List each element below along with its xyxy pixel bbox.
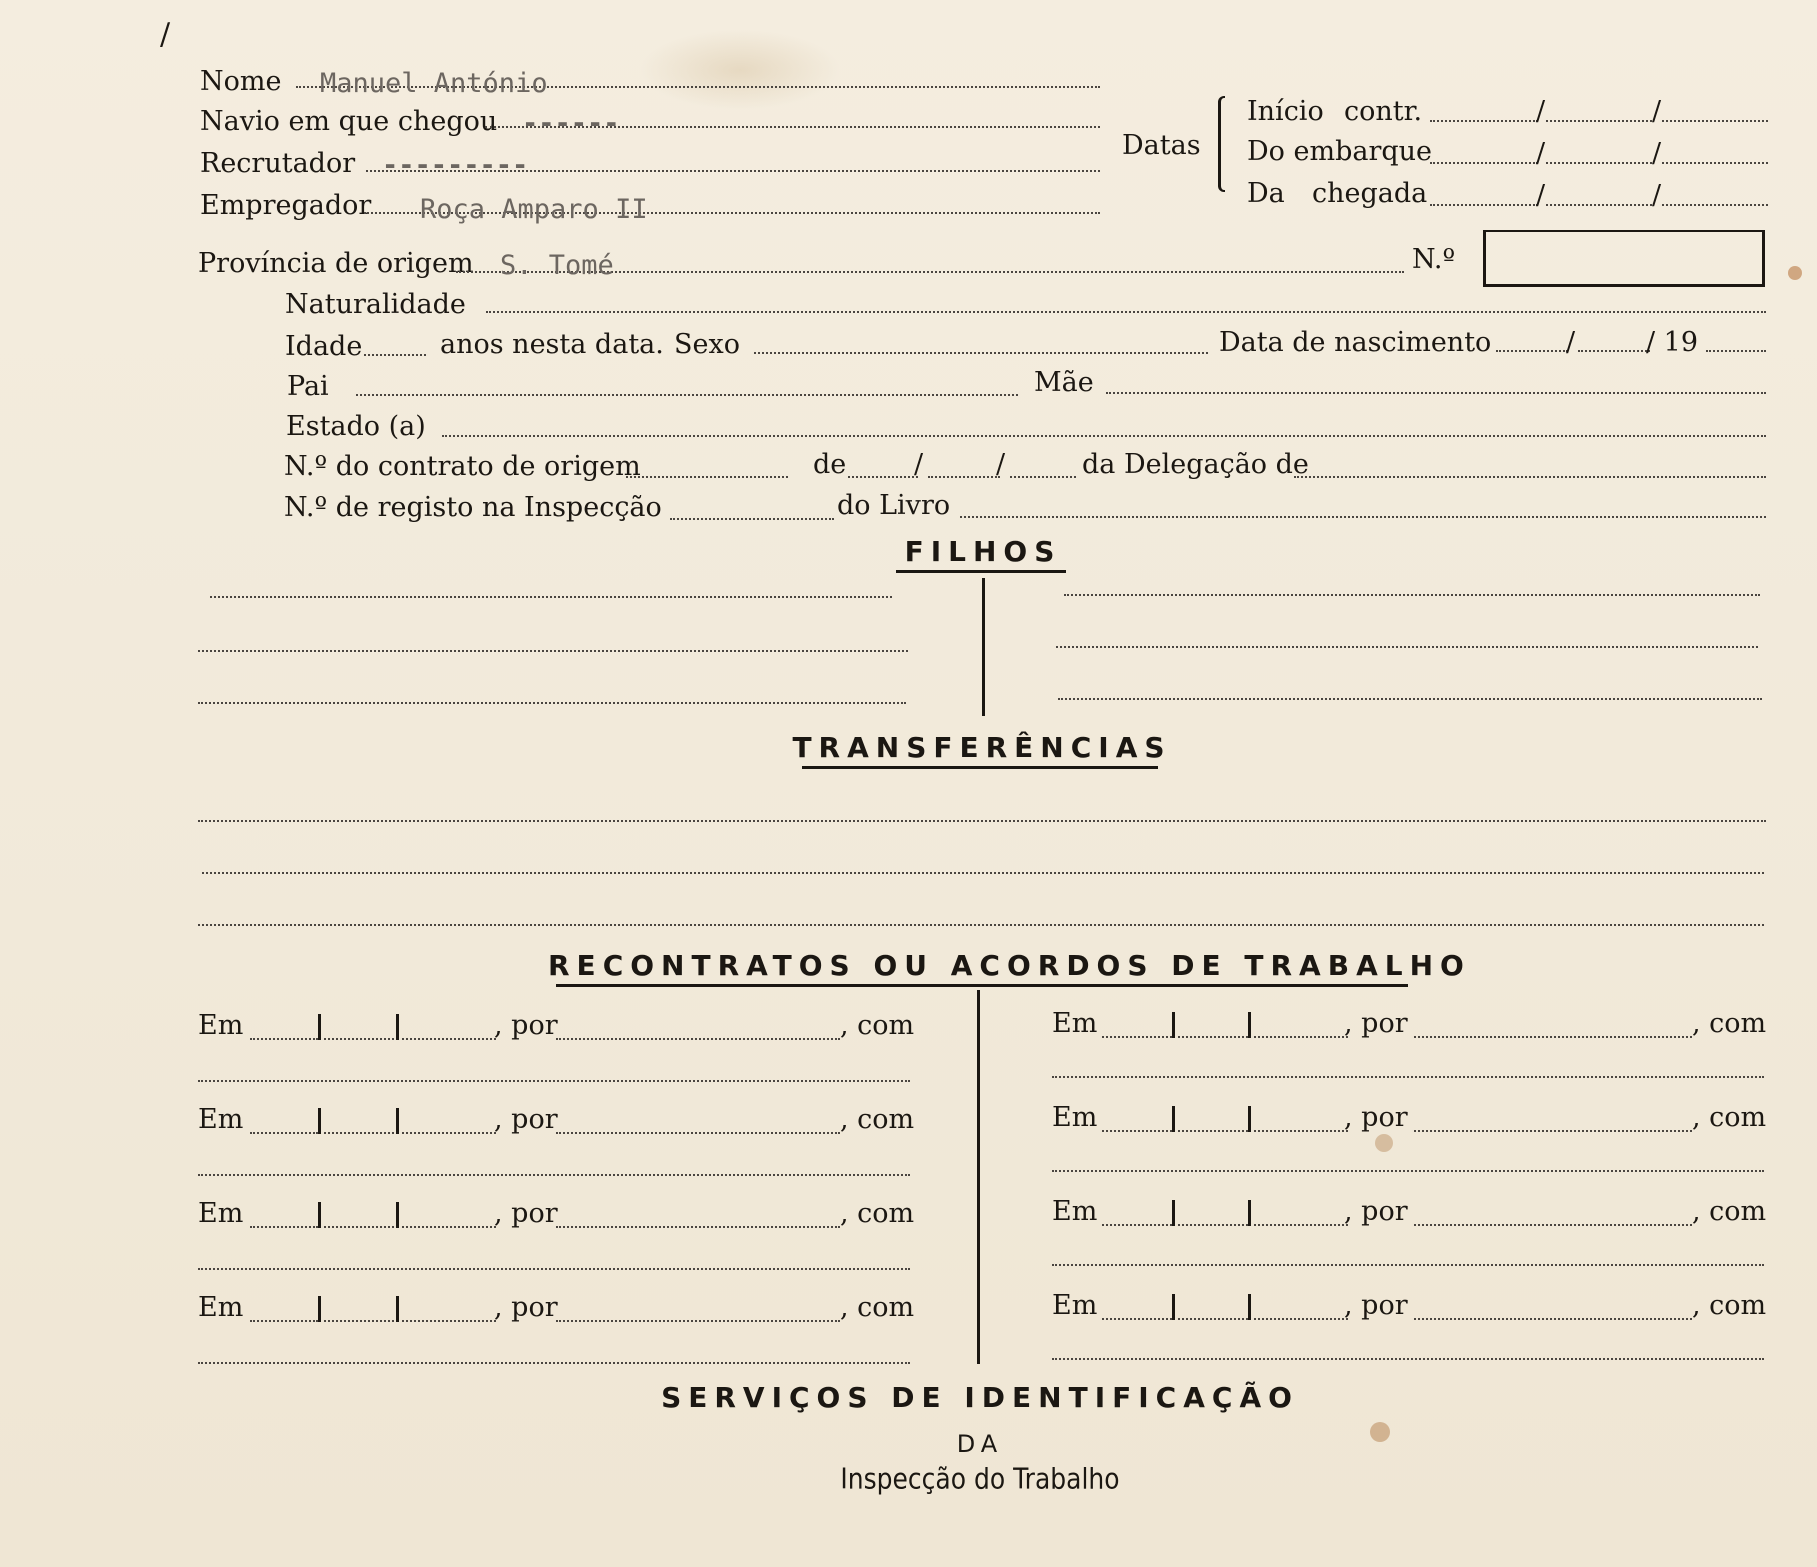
- em-day[interactable]: [250, 1226, 318, 1228]
- nome-label: Nome: [200, 66, 282, 97]
- em-label: Em: [1052, 1290, 1098, 1321]
- pai-line[interactable]: [356, 394, 1018, 396]
- em-month[interactable]: [324, 1038, 398, 1040]
- nascimento-year-prefix: / 19: [1646, 327, 1699, 358]
- date-separator: [1248, 1200, 1251, 1226]
- date-separator: [1172, 1106, 1175, 1132]
- contrato-month[interactable]: [928, 476, 1000, 478]
- transferencias-underline: [802, 766, 1158, 769]
- inicio-day[interactable]: [1430, 120, 1538, 122]
- nascimento-month[interactable]: [1578, 350, 1650, 352]
- com-label: , com: [840, 1104, 915, 1135]
- corner-mark: /: [160, 17, 171, 52]
- inicio-slash: /: [1652, 96, 1662, 127]
- date-separator: [1248, 1294, 1251, 1320]
- registo-label: N.º de registo na Inspecção: [284, 492, 662, 523]
- recontrato-row: [0, 1200, 960, 1270]
- mae-label: Mãe: [1034, 367, 1094, 398]
- contrato-year[interactable]: [1010, 476, 1076, 478]
- livro-label: do Livro: [837, 490, 951, 521]
- por-line[interactable]: [556, 1226, 840, 1228]
- footer-inspeccao: Inspecção do Trabalho: [840, 1461, 1120, 1496]
- datas-brace: [1218, 96, 1225, 192]
- estado-line[interactable]: [442, 435, 1766, 437]
- footer-da: DA: [956, 1430, 1004, 1458]
- numero-label: N.º: [1412, 244, 1456, 275]
- recrutador-label: Recrutador: [200, 148, 356, 179]
- em-year[interactable]: [1254, 1036, 1348, 1038]
- navio-label: Navio em que chegou: [200, 106, 498, 137]
- em-month[interactable]: [1178, 1224, 1248, 1226]
- embarque-label: Do embarque: [1247, 136, 1433, 167]
- chegada-slash: /: [1536, 180, 1546, 211]
- em-year[interactable]: [402, 1132, 496, 1134]
- filhos-underline: [896, 570, 1066, 573]
- por-label: , por: [494, 1010, 558, 1041]
- em-day[interactable]: [1102, 1036, 1172, 1038]
- filhos-line[interactable]: [1064, 594, 1760, 596]
- em-label: Em: [1052, 1008, 1098, 1039]
- transferencias-heading: TRANSFERÊNCIAS: [792, 731, 1172, 764]
- recontrato-row: [0, 1294, 960, 1364]
- por-label: , por: [494, 1292, 558, 1323]
- por-line[interactable]: [556, 1038, 840, 1040]
- recontrato-row: [1000, 1292, 1780, 1362]
- em-label: Em: [198, 1010, 244, 1041]
- date-separator: [318, 1202, 321, 1228]
- com-line[interactable]: [198, 1174, 910, 1176]
- com-line[interactable]: [198, 1268, 910, 1270]
- date-separator: [318, 1108, 321, 1134]
- date-separator: [396, 1014, 399, 1040]
- com-line[interactable]: [1052, 1170, 1764, 1172]
- com-line[interactable]: [1052, 1076, 1764, 1078]
- contrato-label: N.º do contrato de origem: [284, 451, 641, 482]
- com-label: , com: [840, 1198, 915, 1229]
- contrato-de-label: de: [813, 449, 847, 480]
- em-month[interactable]: [1178, 1036, 1248, 1038]
- embarque-slash: /: [1536, 138, 1546, 169]
- recontrato-row: [0, 1106, 960, 1176]
- date-separator: [396, 1108, 399, 1134]
- em-year[interactable]: [1254, 1224, 1348, 1226]
- data-nascimento-label: Data de nascimento: [1219, 327, 1492, 358]
- date-separator: [1172, 1294, 1175, 1320]
- por-label: , por: [494, 1198, 558, 1229]
- com-label: , com: [1692, 1290, 1767, 1321]
- inicio-year[interactable]: [1662, 120, 1768, 122]
- contrato-line[interactable]: [626, 476, 788, 478]
- filhos-line[interactable]: [210, 596, 892, 598]
- por-line[interactable]: [556, 1320, 840, 1322]
- nascimento-day[interactable]: [1496, 350, 1568, 352]
- inicio-month[interactable]: [1546, 120, 1652, 122]
- idade-line[interactable]: [364, 354, 426, 356]
- em-month[interactable]: [324, 1132, 398, 1134]
- por-line[interactable]: [1414, 1224, 1692, 1226]
- em-year[interactable]: [1254, 1130, 1348, 1132]
- sexo-label: Sexo: [674, 329, 740, 360]
- naturalidade-line[interactable]: [486, 311, 1766, 313]
- embarque-month[interactable]: [1546, 162, 1652, 164]
- nascimento-year[interactable]: [1706, 350, 1766, 352]
- chegada-day[interactable]: [1430, 204, 1538, 206]
- date-separator: [318, 1014, 321, 1040]
- filhos-heading: FILHOS: [904, 535, 1062, 568]
- paper-stain: [640, 30, 840, 110]
- em-year[interactable]: [402, 1038, 496, 1040]
- provincia-value: S. Tomé: [500, 250, 614, 281]
- contrato-slash: /: [996, 449, 1006, 480]
- recrutador-value: ---------: [382, 150, 529, 181]
- mae-line[interactable]: [1106, 392, 1766, 394]
- date-separator: [1172, 1012, 1175, 1038]
- nascimento-slash: /: [1566, 327, 1576, 358]
- estado-label: Estado (a): [286, 411, 426, 442]
- por-label: , por: [1344, 1290, 1408, 1321]
- filhos-divider: [982, 578, 985, 716]
- chegada-da-label: Da: [1247, 178, 1285, 209]
- date-separator: [396, 1296, 399, 1322]
- com-label: , com: [840, 1292, 915, 1323]
- em-day[interactable]: [250, 1132, 318, 1134]
- empregador-value: Roça Amparo II: [420, 194, 648, 225]
- transferencia-line[interactable]: [198, 820, 1766, 822]
- filhos-line[interactable]: [1058, 698, 1762, 700]
- por-label: , por: [1344, 1196, 1408, 1227]
- paper-stain: [1788, 266, 1802, 280]
- por-label: , por: [1344, 1008, 1408, 1039]
- footer-title: SERVIÇOS DE IDENTIFICAÇÃO: [661, 1381, 1299, 1414]
- datas-label: Datas: [1122, 130, 1201, 161]
- recontrato-row: [0, 1012, 960, 1082]
- com-label: , com: [1692, 1196, 1767, 1227]
- em-month[interactable]: [324, 1320, 398, 1322]
- por-label: , por: [1344, 1102, 1408, 1133]
- recontrato-row: [1000, 1198, 1780, 1268]
- com-line[interactable]: [198, 1080, 910, 1082]
- recontrato-row: [1000, 1104, 1780, 1174]
- chegada-year[interactable]: [1662, 204, 1768, 206]
- date-separator: [1172, 1200, 1175, 1226]
- delegacao-label: da Delegação de: [1082, 449, 1309, 480]
- por-label: , por: [494, 1104, 558, 1135]
- em-year[interactable]: [402, 1226, 496, 1228]
- por-line[interactable]: [1414, 1130, 1692, 1132]
- em-day[interactable]: [250, 1320, 318, 1322]
- contrato-slash: /: [914, 449, 924, 480]
- filhos-line[interactable]: [1056, 646, 1758, 648]
- recontratos-heading: RECONTRATOS OU ACORDOS DE TRABALHO: [548, 949, 1471, 982]
- numero-box[interactable]: [1483, 230, 1765, 287]
- em-month[interactable]: [1178, 1130, 1248, 1132]
- date-separator: [396, 1202, 399, 1228]
- filhos-line[interactable]: [198, 702, 906, 704]
- idade-label: Idade: [285, 331, 363, 362]
- em-label: Em: [1052, 1102, 1098, 1133]
- em-month[interactable]: [324, 1226, 398, 1228]
- date-separator: [1248, 1106, 1251, 1132]
- embarque-year[interactable]: [1662, 162, 1768, 164]
- livro-line[interactable]: [960, 516, 1766, 518]
- em-label: Em: [1052, 1196, 1098, 1227]
- contrato-day[interactable]: [848, 476, 918, 478]
- por-line[interactable]: [1414, 1318, 1692, 1320]
- em-year[interactable]: [402, 1320, 496, 1322]
- em-label: Em: [198, 1198, 244, 1229]
- em-day[interactable]: [1102, 1130, 1172, 1132]
- anos-label: anos nesta data.: [440, 329, 664, 360]
- com-label: , com: [1692, 1008, 1767, 1039]
- em-month[interactable]: [1178, 1318, 1248, 1320]
- delegacao-line[interactable]: [1294, 476, 1766, 478]
- com-line[interactable]: [1052, 1264, 1764, 1266]
- nome-value: Manuel António: [320, 68, 548, 99]
- com-line[interactable]: [198, 1362, 910, 1364]
- recontratos-divider: [977, 990, 980, 1364]
- inicio-label: Início: [1247, 96, 1324, 127]
- embarque-slash: /: [1652, 138, 1662, 169]
- chegada-month[interactable]: [1546, 204, 1652, 206]
- chegada-label: chegada: [1312, 178, 1428, 209]
- com-label: , com: [840, 1010, 915, 1041]
- por-line[interactable]: [1414, 1036, 1692, 1038]
- em-year[interactable]: [1254, 1318, 1348, 1320]
- em-day[interactable]: [250, 1038, 318, 1040]
- em-label: Em: [198, 1104, 244, 1135]
- pai-label: Pai: [287, 371, 329, 402]
- em-day[interactable]: [1102, 1318, 1172, 1320]
- por-line[interactable]: [556, 1132, 840, 1134]
- contr-label: contr.: [1344, 96, 1423, 127]
- recontrato-row: [1000, 1010, 1780, 1080]
- sexo-line[interactable]: [754, 352, 1208, 354]
- transferencia-line[interactable]: [202, 872, 1764, 874]
- embarque-day[interactable]: [1430, 162, 1538, 164]
- inicio-slash: /: [1536, 96, 1546, 127]
- navio-value: ------: [522, 108, 620, 139]
- transferencia-line[interactable]: [198, 924, 1764, 926]
- empregador-label: Empregador: [200, 190, 372, 221]
- com-line[interactable]: [1052, 1358, 1764, 1360]
- date-separator: [1248, 1012, 1251, 1038]
- registo-line[interactable]: [670, 518, 834, 520]
- provincia-label: Província de origem: [198, 248, 474, 279]
- em-label: Em: [198, 1292, 244, 1323]
- filhos-line[interactable]: [198, 650, 908, 652]
- com-label: , com: [1692, 1102, 1767, 1133]
- date-separator: [318, 1296, 321, 1322]
- paper-stain: [1370, 1422, 1390, 1442]
- chegada-slash: /: [1652, 180, 1662, 211]
- naturalidade-label: Naturalidade: [285, 289, 466, 320]
- recontratos-underline: [556, 984, 1408, 987]
- em-day[interactable]: [1102, 1224, 1172, 1226]
